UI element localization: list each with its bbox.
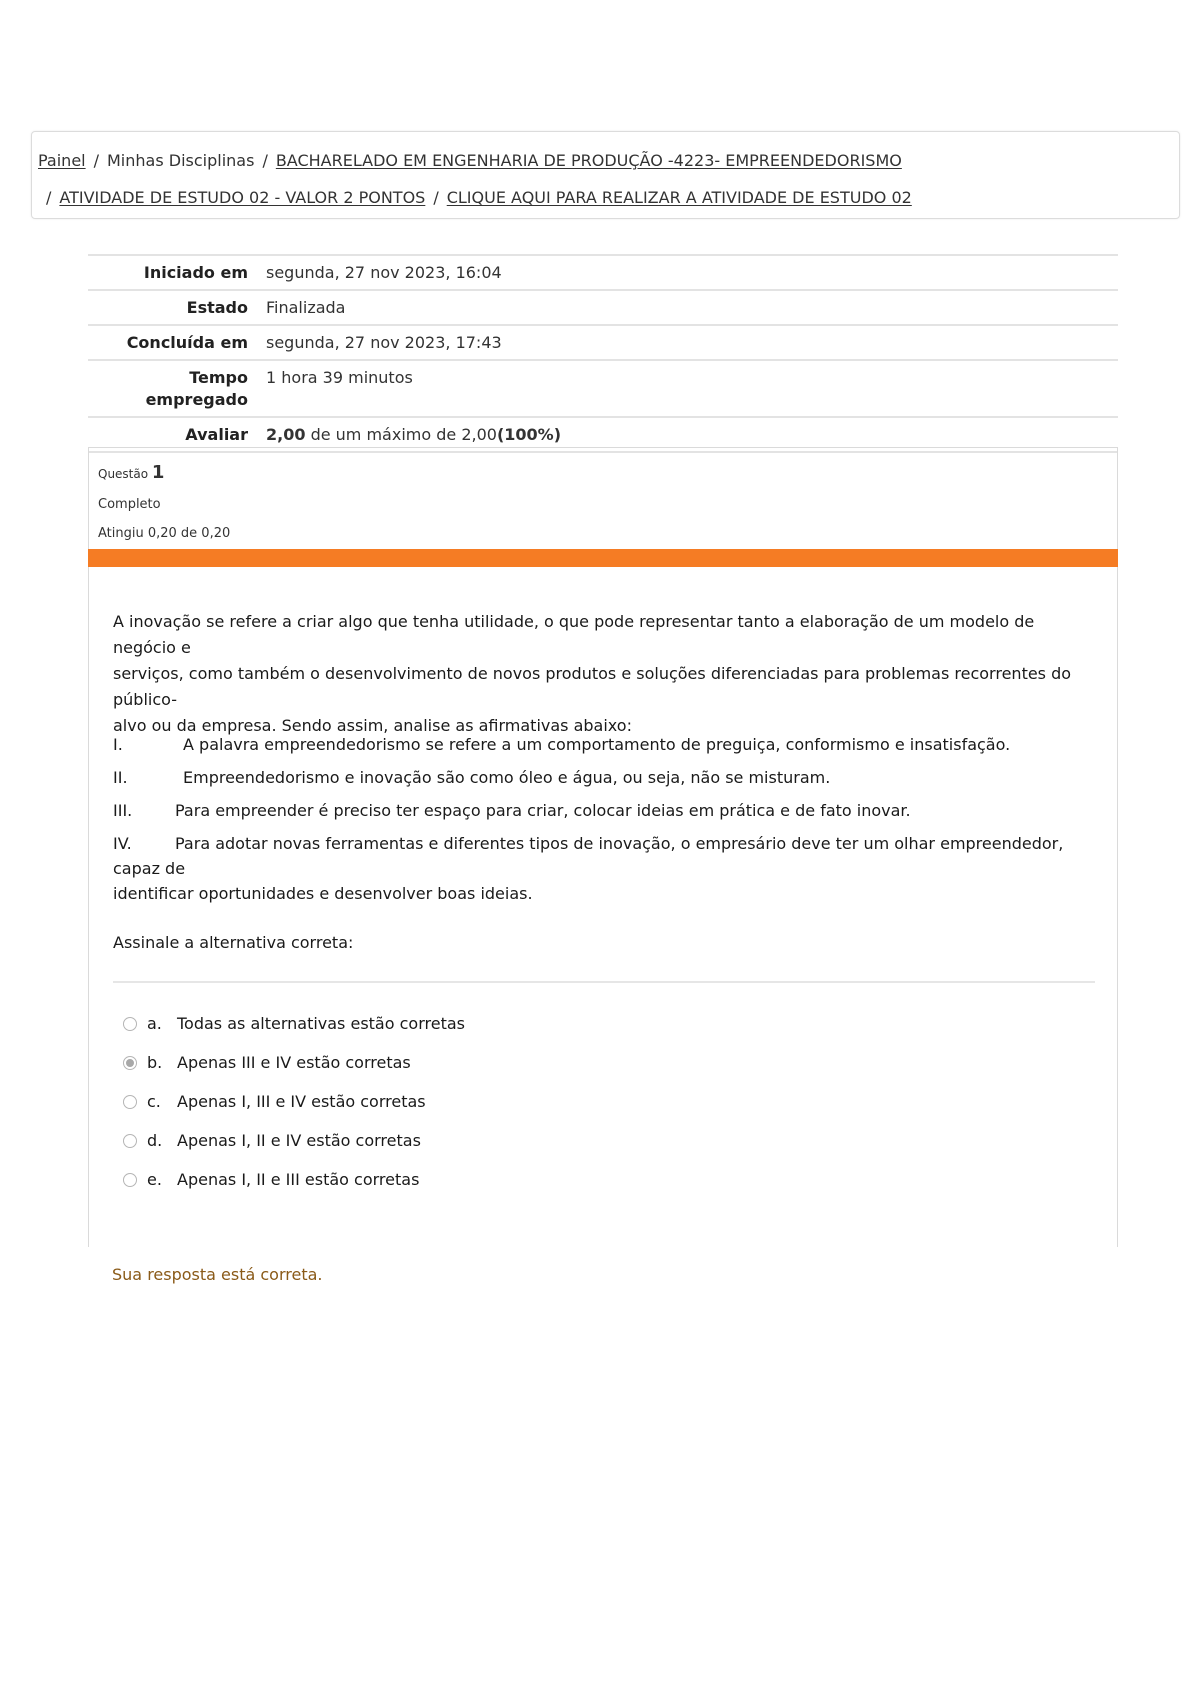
statement-number: I.	[113, 735, 123, 754]
option-letter: e.	[147, 1170, 162, 1189]
summary-row-started	[88, 255, 1118, 290]
summary-value: segunda, 27 nov 2023, 16:04	[266, 263, 502, 282]
statement-number: II.	[113, 768, 128, 787]
question-text-line: alvo ou da empresa. Sendo assim, analise as afirmativas abaixo:	[113, 716, 632, 735]
option-text: Todas as alternativas estão corretas	[177, 1014, 465, 1033]
breadcrumb-line-2	[38, 181, 1173, 218]
breadcrumb-link-quiz[interactable]: CLIQUE AQUI PARA REALIZAR A ATIVIDADE DE ESTUDO 02	[446, 188, 912, 207]
statement-text: identificar oportunidades e desenvolver boas ideias.	[113, 884, 533, 903]
answer-option-c[interactable]	[123, 1089, 426, 1115]
grade-max: de um máximo de 2,00	[305, 425, 497, 444]
question-accent-bar	[88, 549, 1118, 567]
breadcrumb-link-painel[interactable]: Painel	[38, 151, 86, 170]
question-label: Questão	[98, 467, 149, 481]
attempt-summary-table	[88, 254, 1118, 453]
breadcrumb-separator: /	[93, 151, 99, 170]
option-text: Apenas I, III e IV estão corretas	[177, 1092, 426, 1111]
option-text: Apenas III e IV estão corretas	[177, 1053, 411, 1072]
breadcrumb-item-minhas-disciplinas: Minhas Disciplinas	[107, 151, 255, 170]
statement-text: Empreendedorismo e inovação são como óleo e água, ou seja, não se misturam.	[183, 768, 831, 787]
answer-option-e[interactable]	[123, 1167, 419, 1193]
grade-percent: (100%)	[496, 425, 562, 444]
summary-label: Tempo empregado	[145, 368, 248, 409]
answer-option-a[interactable]	[123, 1011, 465, 1037]
summary-value: 1 hora 39 minutos	[266, 368, 413, 387]
answer-divider	[113, 981, 1095, 983]
question-state: Completo	[98, 497, 161, 512]
summary-row-state	[88, 290, 1118, 325]
radio-button[interactable]	[123, 1173, 137, 1187]
radio-button-selected[interactable]	[123, 1056, 137, 1070]
summary-row-time	[88, 360, 1118, 417]
question-info	[88, 447, 1118, 549]
option-letter: b.	[147, 1053, 163, 1072]
statement-text: Para empreender é preciso ter espaço para criar, colocar ideias em prática e de fato inovar.	[175, 801, 911, 820]
option-text: Apenas I, II e III estão corretas	[177, 1170, 420, 1189]
summary-value: Finalizada	[266, 298, 346, 317]
breadcrumb-separator: /	[262, 151, 268, 170]
question-content	[88, 567, 1118, 1247]
option-letter: c.	[147, 1092, 161, 1111]
summary-row-completed	[88, 325, 1118, 360]
breadcrumb	[31, 131, 1180, 219]
grade-score: 2,00	[266, 425, 306, 444]
breadcrumb-separator: /	[46, 188, 52, 207]
statement-i	[113, 732, 1095, 757]
statement-number: IV.	[113, 834, 132, 853]
summary-label: Avaliar	[185, 425, 248, 444]
breadcrumb-link-activity[interactable]: ATIVIDADE DE ESTUDO 02 - VALOR 2 PONTOS	[59, 188, 426, 207]
option-letter: d.	[147, 1131, 163, 1150]
breadcrumb-separator: /	[433, 188, 439, 207]
statement-text: Para adotar novas ferramentas e diferentes tipos de inovação, o empresário deve ter um olhar empreendedor, capaz de	[113, 834, 1064, 878]
summary-value: segunda, 27 nov 2023, 17:43	[266, 333, 502, 352]
question-text	[113, 609, 1095, 739]
question-number	[98, 462, 1108, 483]
option-text: Apenas I, II e IV estão corretas	[177, 1131, 421, 1150]
question-grade: Atingiu 0,20 de 0,20	[98, 526, 231, 541]
answer-option-d[interactable]	[123, 1128, 421, 1154]
summary-label: Concluída em	[126, 333, 248, 352]
breadcrumb-link-course[interactable]: BACHARELADO EM ENGENHARIA DE PRODUÇÃO -4223- EMPREENDEDORISMO	[275, 151, 902, 170]
breadcrumb-line-1	[38, 144, 1173, 181]
radio-button[interactable]	[123, 1134, 137, 1148]
question-text-line: serviços, como também o desenvolvimento de novos produtos e soluções diferenciadas para problemas recorrentes do público-	[113, 664, 1072, 709]
answer-feedback: Sua resposta está correta.	[112, 1265, 323, 1284]
statement-number: III.	[113, 801, 133, 820]
summary-label: Estado	[186, 298, 248, 317]
statement-ii	[113, 765, 1095, 790]
radio-button[interactable]	[123, 1017, 137, 1031]
radio-button[interactable]	[123, 1095, 137, 1109]
option-letter: a.	[147, 1014, 162, 1033]
question-prompt: Assinale a alternativa correta:	[113, 933, 354, 952]
question-number-value: 1	[151, 462, 165, 483]
summary-label: Iniciado em	[143, 263, 248, 282]
statement-iv	[113, 831, 1095, 906]
statement-text: A palavra empreendedorismo se refere a um comportamento de preguiça, conformismo e insatisfação.	[183, 735, 1011, 754]
question-text-line: A inovação se refere a criar algo que tenha utilidade, o que pode representar tanto a elaboração de um modelo de negócio e	[113, 612, 1035, 657]
answer-option-b[interactable]	[123, 1050, 411, 1076]
statement-iii	[113, 798, 1095, 823]
